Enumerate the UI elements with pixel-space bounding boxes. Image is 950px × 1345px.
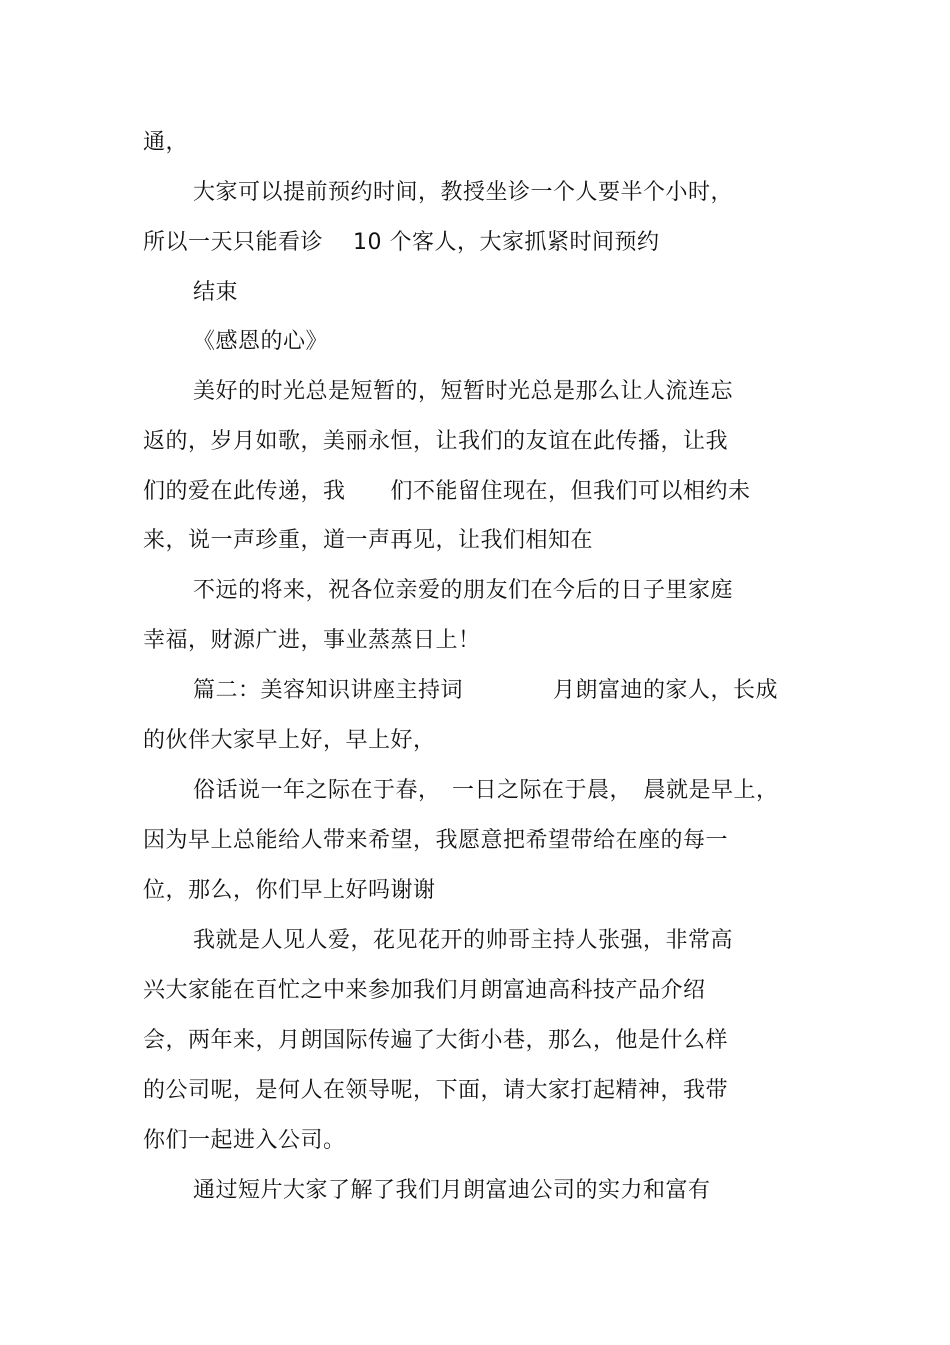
- text-line: 俗话说一年之际在于春， 一日之际在于晨， 晨就是早上，: [193, 778, 779, 803]
- text-line: 们的爱在此传递，我 们不能留住现在，但我们可以相约未: [143, 479, 751, 504]
- text-line: 通，: [143, 130, 189, 155]
- text-line: 所以一天只能看诊 10 个客人，大家抓紧时间预约: [143, 230, 660, 255]
- text-line: 兴大家能在百忙之中来参加我们月朗富迪高科技产品介绍: [143, 978, 706, 1003]
- text-line: 会，两年来，月朗国际传遍了大街小巷，那么，他是什么样: [143, 1028, 729, 1053]
- text-line: 因为早上总能给人带来希望，我愿意把希望带给在座的每一: [143, 828, 729, 853]
- section-heading: 篇二：美容知识讲座主持词 月朗富迪的家人，长成: [193, 678, 779, 703]
- text-line: 的公司呢，是何人在领导呢，下面，请大家打起精神，我带: [143, 1078, 729, 1103]
- text-line: 位，那么，你们早上好吗谢谢: [143, 878, 436, 903]
- text-line: 来，说一声珍重，道一声再见，让我们相知在: [143, 528, 594, 553]
- text-line: 我就是人见人爱，花见花开的帅哥主持人张强，非常高: [193, 928, 734, 953]
- text-line: 美好的时光总是短暂的，短暂时光总是那么让人流连忘: [193, 379, 734, 404]
- text-line: 通过短片大家了解了我们月朗富迪公司的实力和富有: [193, 1178, 711, 1203]
- text-line: 幸福，财源广进，事业蒸蒸日上！: [143, 628, 481, 653]
- text-line: 返的，岁月如歌，美丽永恒，让我们的友谊在此传播，让我: [143, 429, 729, 454]
- text-line: 的伙伴大家早上好，早上好，: [143, 728, 436, 753]
- section-title: 《感恩的心》: [193, 329, 329, 354]
- text-line: 大家可以提前预约时间，教授坐诊一个人要半个小时，: [193, 180, 734, 205]
- text-line: 你们一起进入公司。: [143, 1128, 346, 1153]
- text-line: 不远的将来，祝各位亲爱的朋友们在今后的日子里家庭: [193, 578, 734, 603]
- text-line: 结束: [193, 280, 239, 305]
